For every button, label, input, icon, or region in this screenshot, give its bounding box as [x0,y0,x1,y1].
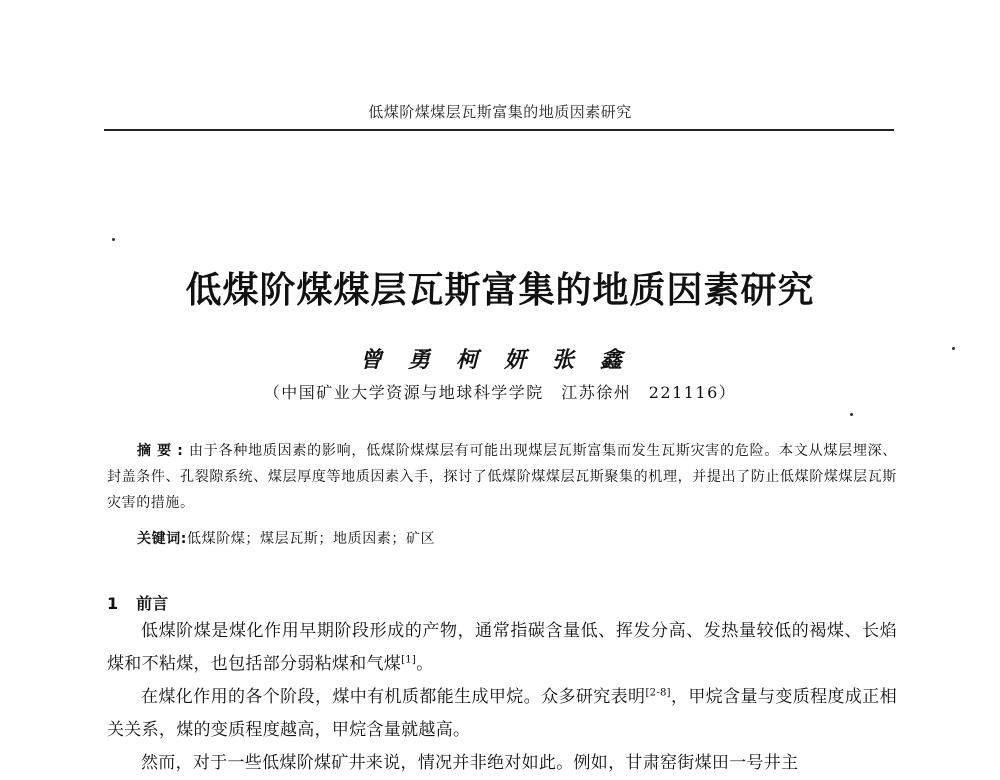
paragraph-text: 低煤阶煤是煤化作用早期阶段形成的产物，通常指碳含量低、挥发分高、发热量较低的褐煤、长焰煤和不粘煤，也包括部分弱粘煤和气煤 [107,621,897,674]
abstract [107,438,897,516]
paragraph-text: 然而，对于一些低煤阶煤矿井来说，情况并非绝对如此。例如，甘肃窑街煤田一号井主 [141,753,799,773]
scan-speck [112,238,115,241]
section-number: 1 [107,594,119,613]
paragraph-text: 。 [416,654,434,674]
paragraph [107,681,897,747]
keywords-text: 低煤阶煤；煤层瓦斯；地质因素；矿区 [187,531,436,547]
keywords-label: 关键词: [137,531,187,547]
paragraph [107,747,897,780]
author-list: 曾勇柯妍张鑫 [359,347,648,373]
abstract-label: 摘要: [137,443,189,459]
paragraph [107,615,897,681]
abstract-text: 由于各种地质因素的影响，低煤阶煤煤层有可能出现煤层瓦斯富集而发生瓦斯灾害的危险。本文从煤层埋深、封盖条件、孔裂隙系统、煤层厚度等地质因素入手，探讨了低煤阶煤煤层瓦斯聚集的机理，并提出了防止低煤阶煤煤层瓦斯灾害的措施。 [107,443,897,511]
section-heading [107,591,168,614]
scan-speck [850,413,853,416]
keywords [137,528,435,548]
paragraph-text: ，甲烷含量与变质程度成正相关关系，煤的变质程度越高，甲烷含量就越高。 [107,687,897,740]
body-text [107,615,897,780]
running-header: 低煤阶煤煤层瓦斯富集的地质因素研究 [368,103,632,121]
section-title: 前言 [136,594,169,613]
affiliation: （中国矿业大学资源与地球科学学院 江苏徐州 221116） [263,383,737,402]
paragraph-text: 在煤化作用的各个阶段，煤中有机质都能生成甲烷。众多研究表明 [141,687,646,707]
paper-title: 低煤阶煤煤层瓦斯富集的地质因素研究 [185,270,815,311]
header-rule [104,129,894,131]
citation: [1] [401,654,417,666]
citation: [2-8] [645,687,671,699]
